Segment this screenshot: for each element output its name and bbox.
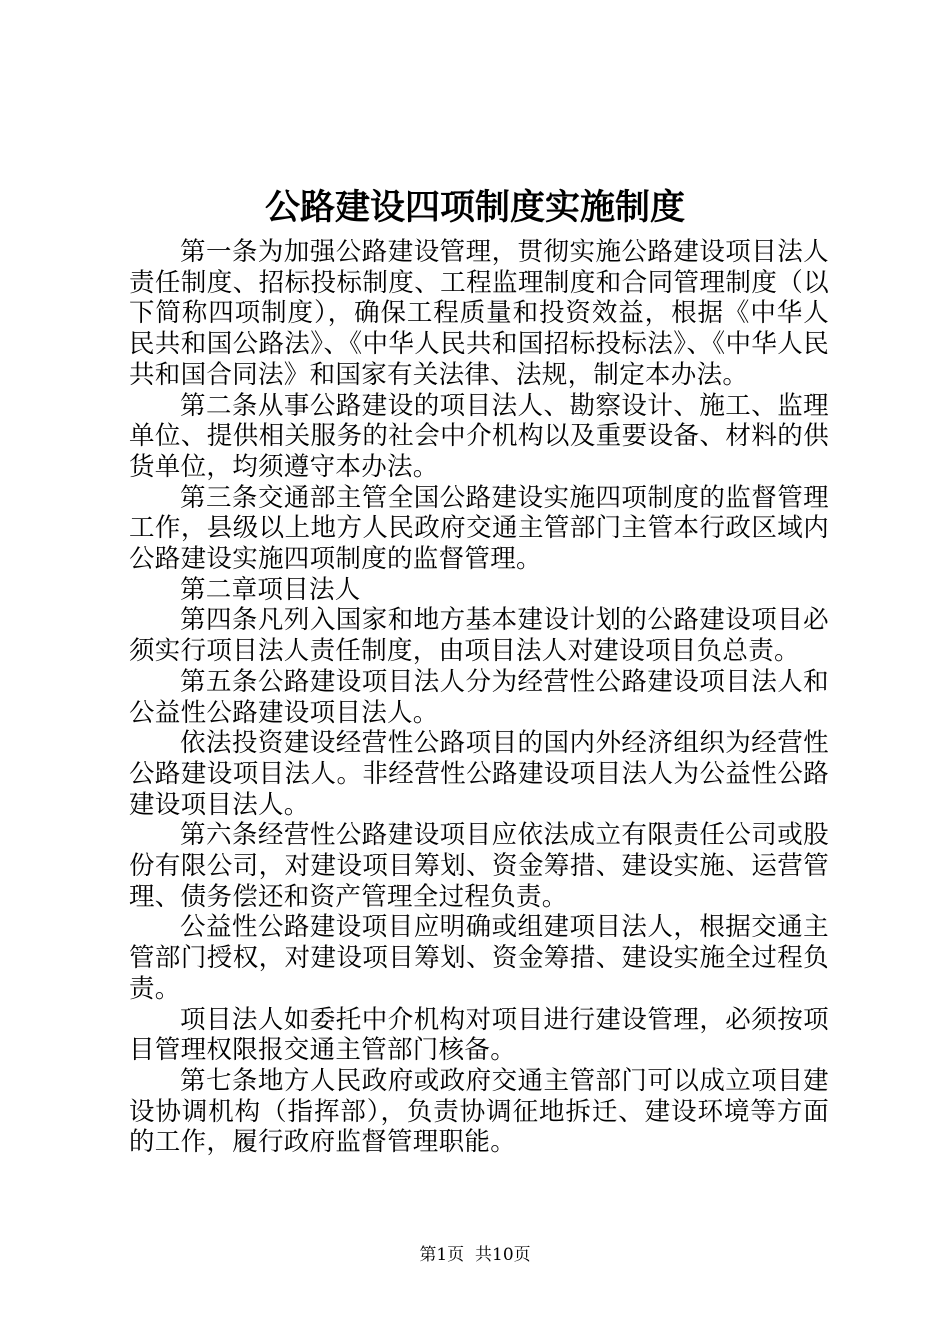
paragraph-article-6-public: 公益性公路建设项目应明确或组建项目法人，根据交通主管部门授权，对建设项目筹划、资金筹措、建设实施全过程负责。 [129,912,829,1004]
document-title: 公路建设四项制度实施制度 [264,187,685,228]
paragraph-article-2: 第二条从事公路建设的项目法人、勘察设计、施工、监理单位、提供相关服务的社会中介机构以及重要设备、材料的供货单位，均须遵守本办法。 [129,390,829,482]
paragraph-article-3: 第三条交通部主管全国公路建设实施四项制度的监督管理工作，县级以上地方人民政府交通主管部门主管本行政区域内公路建设实施四项制度的监督管理。 [129,482,829,575]
chapter-heading: 第二章项目法人 [180,574,361,605]
paragraph-article-6: 第六条经营性公路建设项目应依法成立有限责任公司或股份有限公司，对建设项目筹划、资金筹措、建设实施、运营管理、债务偿还和资产管理全过程负责。 [129,820,829,912]
document-body [129,237,829,1158]
paragraph-article-5-detail: 依法投资建设经营性公路项目的国内外经济组织为经营性公路建设项目法人。非经营性公路建设项目法人为公益性公路建设项目法人。 [129,728,829,820]
paragraph-article-6-agency: 项目法人如委托中介机构对项目进行建设管理，必须按项目管理权限报交通主管部门核备。 [129,1004,829,1066]
paragraph-article-1: 第一条为加强公路建设管理，贯彻实施公路建设项目法人责任制度、招标投标制度、工程监理制度和合同管理制度（以下简称四项制度），确保工程质量和投资效益，根据《中华人民共和国公路法》、《中华人民共和国招标投标法》、《中华人民共和国合同法》和国家有关法律、法规，制定本办法。 [129,237,829,390]
paragraph-article-5: 第五条公路建设项目法人分为经营性公路建设项目法人和公益性公路建设项目法人。 [129,666,829,728]
page-number: 第1页 [419,1245,465,1265]
paragraph-article-4: 第四条凡列入国家和地方基本建设计划的公路建设项目必须实行项目法人责任制度，由项目法人对建设项目负总责。 [129,605,829,667]
page-total: 共10页 [475,1245,531,1265]
page-footer [0,1243,950,1267]
paragraph-article-7: 第七条地方人民政府或政府交通主管部门可以成立项目建设协调机构（指挥部），负责协调征地拆迁、建设环境等方面的工作，履行政府监督管理职能。 [129,1065,829,1158]
